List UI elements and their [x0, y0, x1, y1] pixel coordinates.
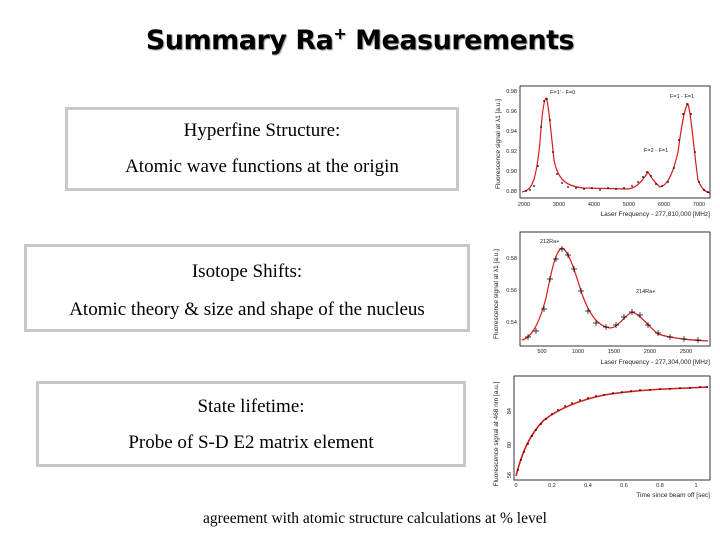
ytick-label: 0.92	[506, 149, 517, 155]
box-heading: State lifetime:	[197, 396, 305, 417]
xtick-label: 0.6	[620, 483, 628, 489]
box-heading: Isotope Shifts:	[191, 261, 303, 282]
peak-annotation: F=1 - F=1	[670, 94, 695, 100]
title-superscript: +	[333, 24, 347, 43]
state-lifetime-box	[36, 381, 466, 467]
xtick-label: 1	[694, 483, 698, 489]
isotope-shift-plot	[488, 228, 714, 368]
box-heading: Hyperfine Structure:	[183, 120, 341, 141]
xtick-label: 2000	[643, 349, 657, 355]
peak-annotation: F=2 - F=1	[644, 148, 669, 154]
lifetime-decay-plot	[488, 372, 714, 502]
footer-note: agreement with atomic structure calculations at % level	[203, 510, 547, 527]
ytick-label: 0.94	[506, 129, 517, 135]
hyperfine-structure-box	[65, 107, 459, 191]
box-text: Probe of S-D E2 matrix element	[128, 432, 374, 453]
isotope-shifts-box	[24, 244, 470, 332]
plot-xlabel: Laser Frequency - 277,810,000 [MHz]	[600, 211, 710, 218]
ytick-label: 0.54	[506, 320, 517, 326]
ytick-label: 0.90	[506, 169, 517, 175]
title-main: Summary Ra	[145, 25, 334, 56]
ytick-label: 84	[507, 408, 513, 415]
xtick-label: 1000	[571, 349, 585, 355]
plot-ylabel: Fluorescence signal at 468 nm [a.u.]	[493, 381, 500, 487]
plot-ylabel: Fluorescence signal at λ1 [a.u.]	[493, 249, 500, 339]
xtick-label: 1500	[607, 349, 621, 355]
hyperfine-spectrum-plot	[488, 82, 714, 220]
ytick-label: 0.56	[506, 288, 517, 294]
ytick-label: 0.58	[506, 256, 517, 262]
ytick-label: 56	[507, 472, 513, 479]
title-rest: Measurements	[346, 25, 575, 56]
plot-xlabel: Time since beam off [sec]	[636, 492, 710, 499]
xtick-label: 0	[514, 483, 518, 489]
ytick-label: 0.96	[506, 109, 517, 115]
xtick-label: 2500	[679, 349, 693, 355]
plot-ylabel: Fluorescence signal at λ1 [a.u.]	[495, 99, 502, 189]
xtick-label: 2000	[517, 202, 531, 208]
peak-annotation: 212Ra+	[540, 239, 560, 245]
xtick-label: 4000	[587, 202, 601, 208]
xtick-label: 0.2	[548, 483, 556, 489]
xtick-label: 3000	[552, 202, 566, 208]
ytick-label: 0.88	[506, 189, 517, 195]
xtick-label: 5000	[622, 202, 636, 208]
xtick-label: 0.8	[656, 483, 664, 489]
xtick-label: 0.4	[584, 483, 592, 489]
xtick-label: 500	[537, 349, 547, 355]
ytick-label: 80	[507, 442, 513, 449]
xtick-label: 6000	[657, 202, 671, 208]
xtick-label: 7000	[692, 202, 706, 208]
box-text: Atomic wave functions at the origin	[125, 156, 399, 177]
plot-xlabel: Laser Frequency - 277,304,000 [MHz]	[600, 359, 710, 366]
peak-annotation: F=1' - F=0	[550, 90, 576, 96]
slide-title	[0, 24, 720, 56]
peak-annotation: 214Ra+	[636, 289, 656, 295]
ytick-label: 0.98	[506, 89, 517, 95]
box-text: Atomic theory & size and shape of the nucleus	[69, 299, 425, 320]
